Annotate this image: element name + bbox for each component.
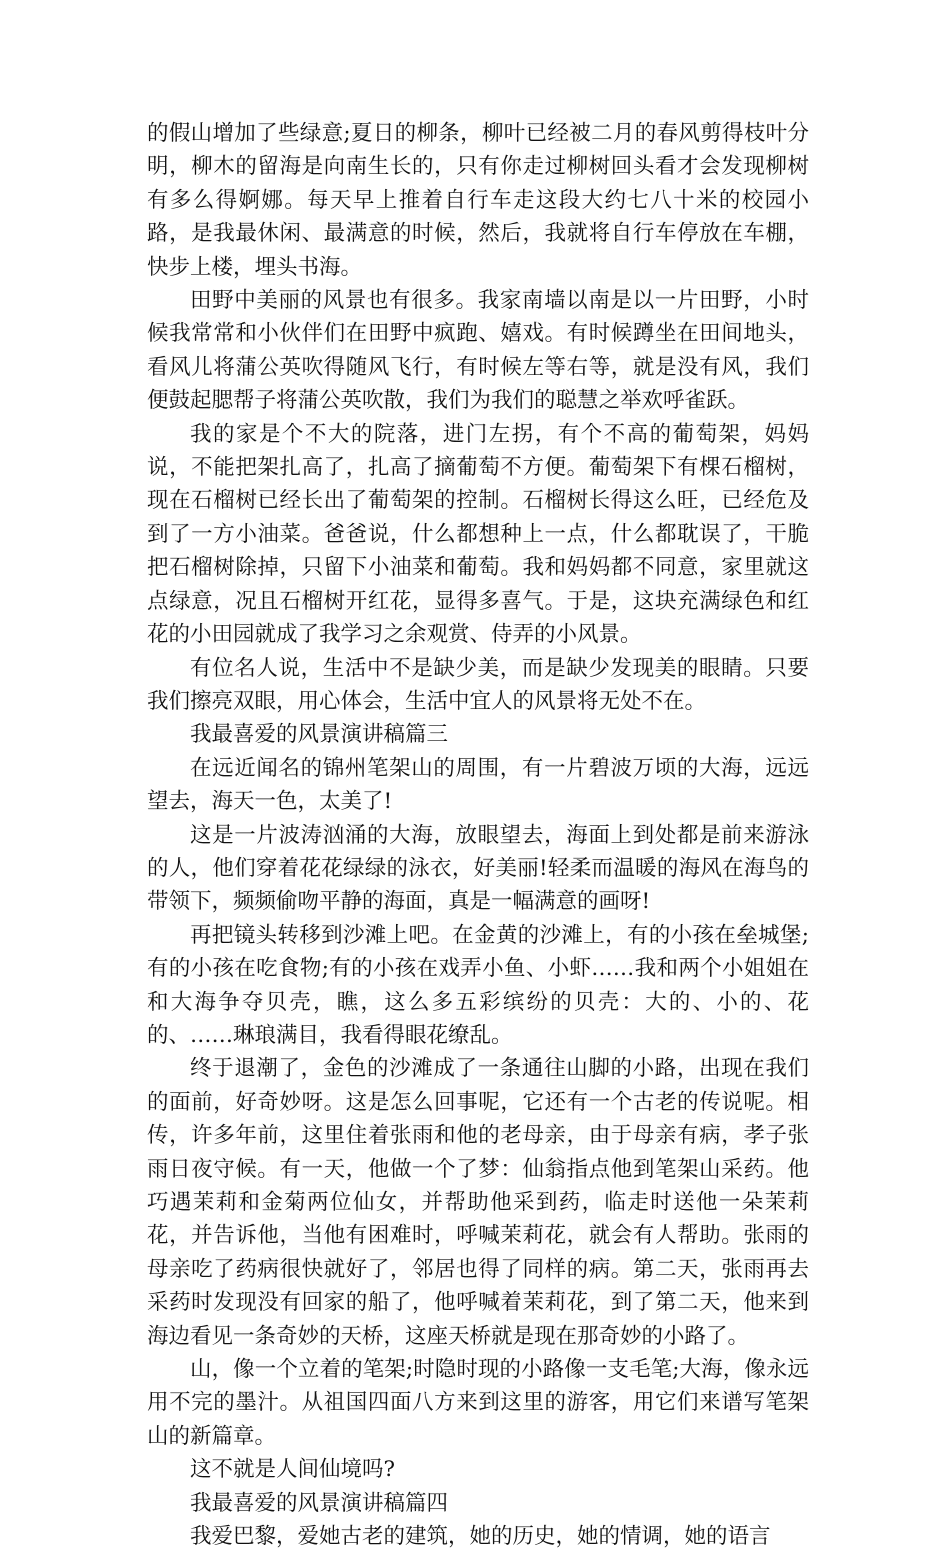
paragraph-paris: 我爱巴黎，爱她古老的建筑，她的历史，她的情调，她的语言	[190, 1524, 771, 1550]
paragraph-fairyland: 这不就是人间仙境吗?	[190, 1457, 396, 1483]
paragraph-fields: 田野中美丽的风景也有很多。我家南墙以南是以一片田野，小时候我常常和小伙伴们在田野中疯跑、嬉戏。有时候蹲坐在田间地头，看风儿将蒲公英吹得随风飞行，有时候左等右等，就是没有风，我们便鼓起腮帮子将蒲公英吹散，我们为我们的聪慧之举欢呼雀跃。	[147, 288, 809, 414]
paragraph-continuation: 的假山增加了些绿意;夏日的柳条，柳叶已经被二月的春风剪得枝叶分明，柳木的留海是向南生长的，只有你走过柳树回头看才会发现柳树有多么得婀娜。每天早上推着自行车走这段大约七八十米的校园小路，是我最休闲、最满意的时候，然后，我就将自行车停放在车棚，快步上楼，埋头书海。	[147, 121, 809, 280]
paragraph-legend: 终于退潮了，金色的沙滩成了一条通往山脚的小路，出现在我们的面前，好奇妙呀。这是怎么回事呢，它还有一个古老的传说呢。相传，许多年前，这里住着张雨和他的老母亲，由于母亲有病，孝子张雨日夜守候。有一天，他做一个了梦：仙翁指点他到笔架山采药。他巧遇茉莉和金菊两位仙女，并帮助他采到药，临走时送他一朵茉莉花，并告诉他，当他有困难时，呼喊茉莉花，就会有人帮助。张雨的母亲吃了药病很快就好了，邻居也得了同样的病。第二天，张雨再去采药时发现没有回家的船了，他呼喊着茉莉花，到了第二天，他来到海边看见一条奇妙的天桥，这座天桥就是现在那奇妙的小路了。	[147, 1056, 809, 1349]
paragraph-quote: 有位名人说，生活中不是缺少美，而是缺少发现美的眼睛。只要我们擦亮双眼，用心体会，生活中宜人的风景将无处不在。	[147, 655, 809, 714]
section-heading-three: 我最喜爱的风景演讲稿篇三	[190, 722, 449, 748]
section-heading-four: 我最喜爱的风景演讲稿篇四	[190, 1490, 449, 1516]
paragraph-mountain-metaphor: 山，像一个立着的笔架;时隐时现的小路像一支毛笔;大海，像永远用不完的墨汁。从祖国四面八方来到这里的游客，用它们来谱写笔架山的新篇章。	[147, 1357, 809, 1449]
paragraph-bijia-mountain: 在远近闻名的锦州笔架山的周围，有一片碧波万顷的大海，远远望去，海天一色，太美了!	[147, 755, 809, 815]
paragraph-courtyard: 我的家是个不大的院落，进门左拐，有个不高的葡萄架，妈妈说，不能把架扎高了，扎高了摘葡萄不方便。葡萄架下有棵石榴树，现在石榴树已经长出了葡萄架的控制。石榴树长得这么旺，已经危及到了一方小油菜。爸爸说，什么都想种上一点，什么都耽误了，干脆把石榴树除掉，只留下小油菜和葡萄。我和妈妈都不同意，家里就这点绿意，况且石榴树开红花，显得多喜气。于是，这块充满绿色和红花的小田园就成了我学习之余观赏、侍弄的小风景。	[147, 421, 809, 648]
paragraph-sea: 这是一片波涛汹涌的大海，放眼望去，海面上到处都是前来游泳的人，他们穿着花花绿绿的泳衣，好美丽!轻柔而温暖的海风在海鸟的带领下，频频偷吻平静的海面，真是一幅满意的画呀!	[147, 822, 809, 915]
document-body	[147, 117, 809, 1553]
paragraph-beach: 再把镜头转移到沙滩上吧。在金黄的沙滩上，有的小孩在垒城堡;有的小孩在吃食物;有的小孩在戏弄小鱼、小虾……我和两个小姐姐在和大海争夺贝壳，瞧，这么多五彩缤纷的贝壳：大的、小的、花的、……琳琅满目，我看得眼花缭乱。	[147, 922, 809, 1048]
